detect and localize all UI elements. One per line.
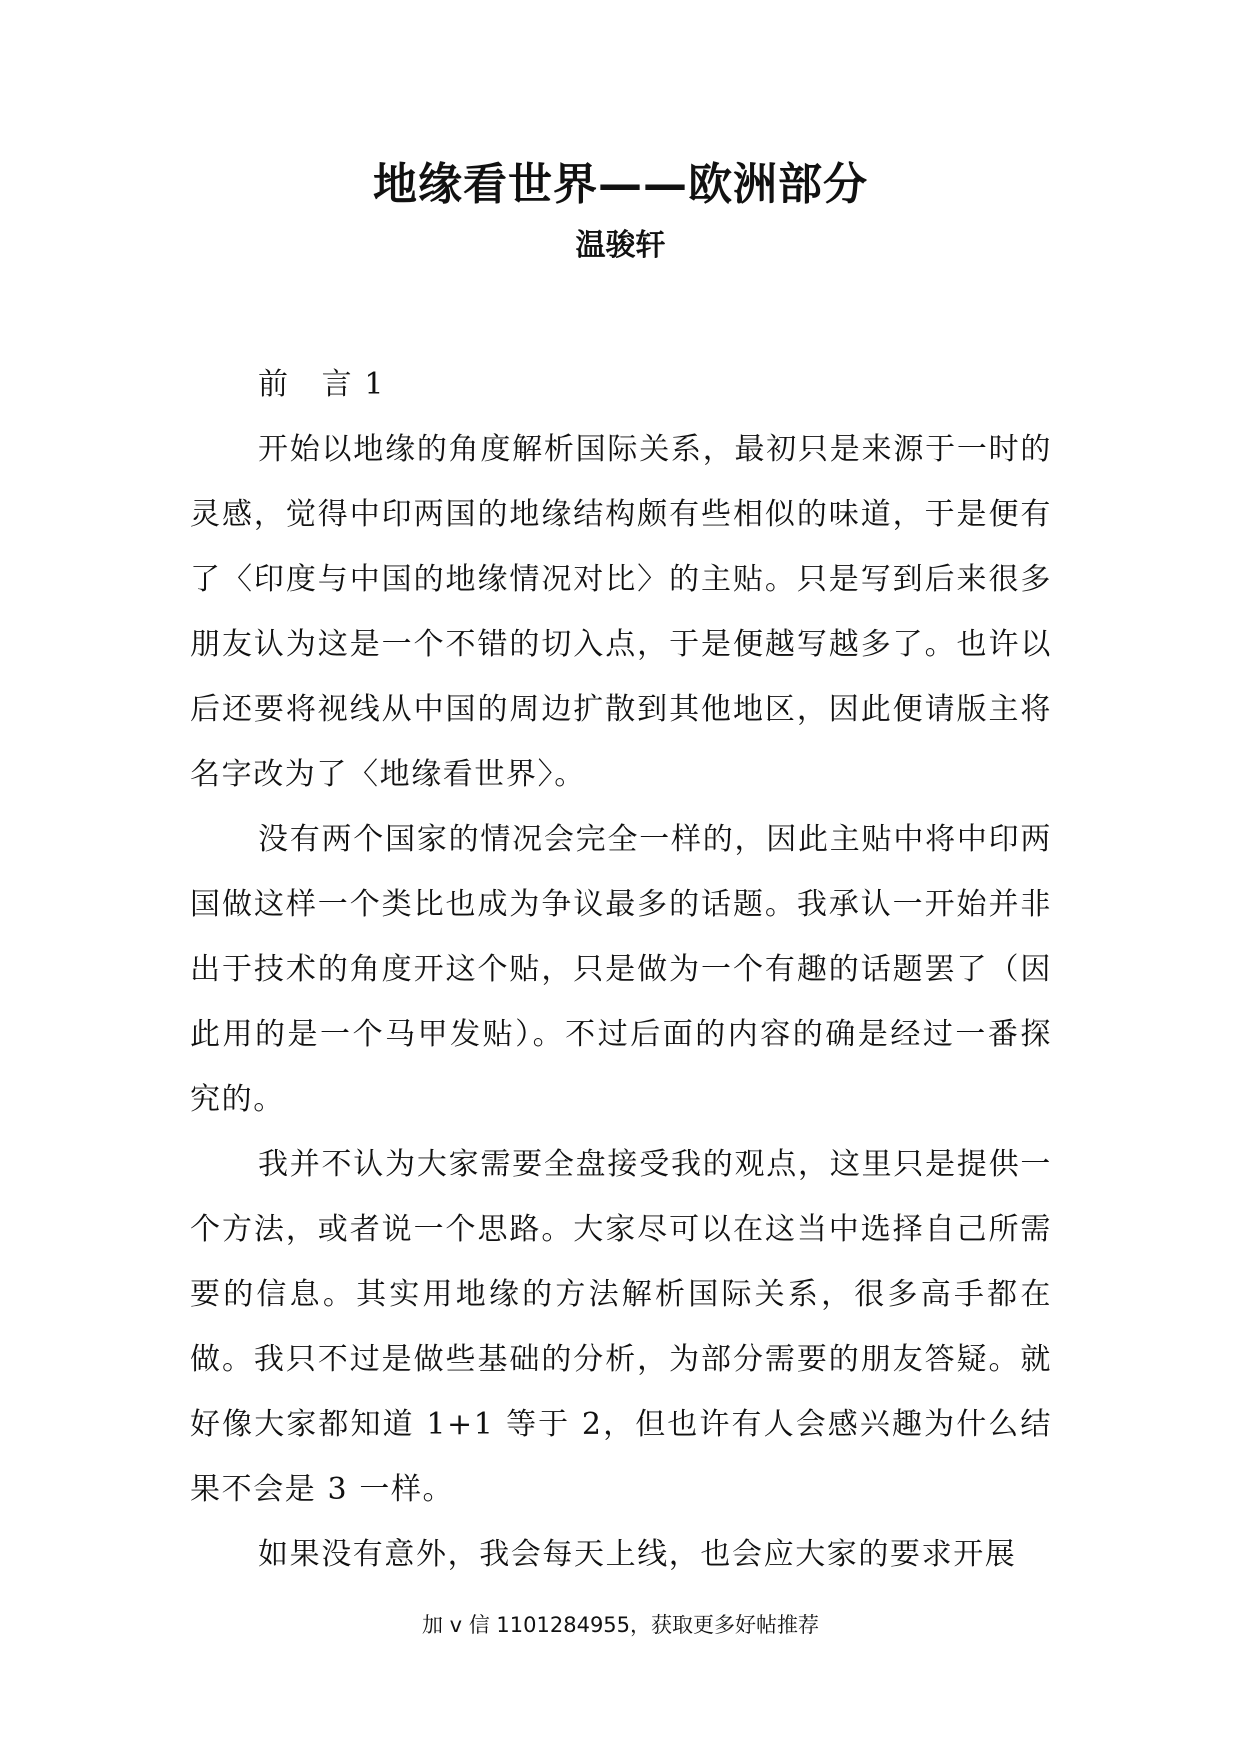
paragraph-1: 开始以地缘的角度解析国际关系，最初只是来源于一时的灵感，觉得中印两国的地缘结构颇有些相似的味道，于是便有了〈印度与中国的地缘情况对比〉的主贴。只是写到后来很多朋友认为这是一个不错的切入点，于是便越写越多了。也许以后还要将视线从中国的周边扩散到其他地区，因此便请版主将名字改为了〈地缘看世界〉。 — [190, 432, 1052, 792]
section-heading-part1: 前 — [258, 367, 290, 402]
section-heading-part2: 言 1 — [321, 367, 386, 402]
document-author: 温骏轩 — [575, 228, 666, 263]
document-title: 地缘看世界——欧洲部分 — [373, 159, 868, 210]
paragraph-4: 如果没有意外，我会每天上线，也会应大家的要求开展 — [258, 1537, 1017, 1572]
document-body — [190, 352, 1052, 1587]
paragraph-3: 我并不认为大家需要全盘接受我的观点，这里只是提供一个方法，或者说一个思路。大家尽可以在这当中选择自己所需要的信息。其实用地缘的方法解析国际关系，很多高手都在做。我只不过是做些基础的分析，为部分需要的朋友答疑。就好像大家都知道 1+1 等于 2，但也许有人会感兴趣为什么结果不会是 3 一样。 — [190, 1147, 1052, 1507]
section-heading — [190, 352, 1052, 417]
footer-note: 加 v 信 1101284955，获取更多好帖推荐 — [421, 1613, 820, 1637]
paragraph-2: 没有两个国家的情况会完全一样的，因此主贴中将中印两国做这样一个类比也成为争议最多的话题。我承认一开始并非出于技术的角度开这个贴，只是做为一个有趣的话题罢了（因此用的是一个马甲发贴）。不过后面的内容的确是经过一番探究的。 — [190, 822, 1052, 1117]
